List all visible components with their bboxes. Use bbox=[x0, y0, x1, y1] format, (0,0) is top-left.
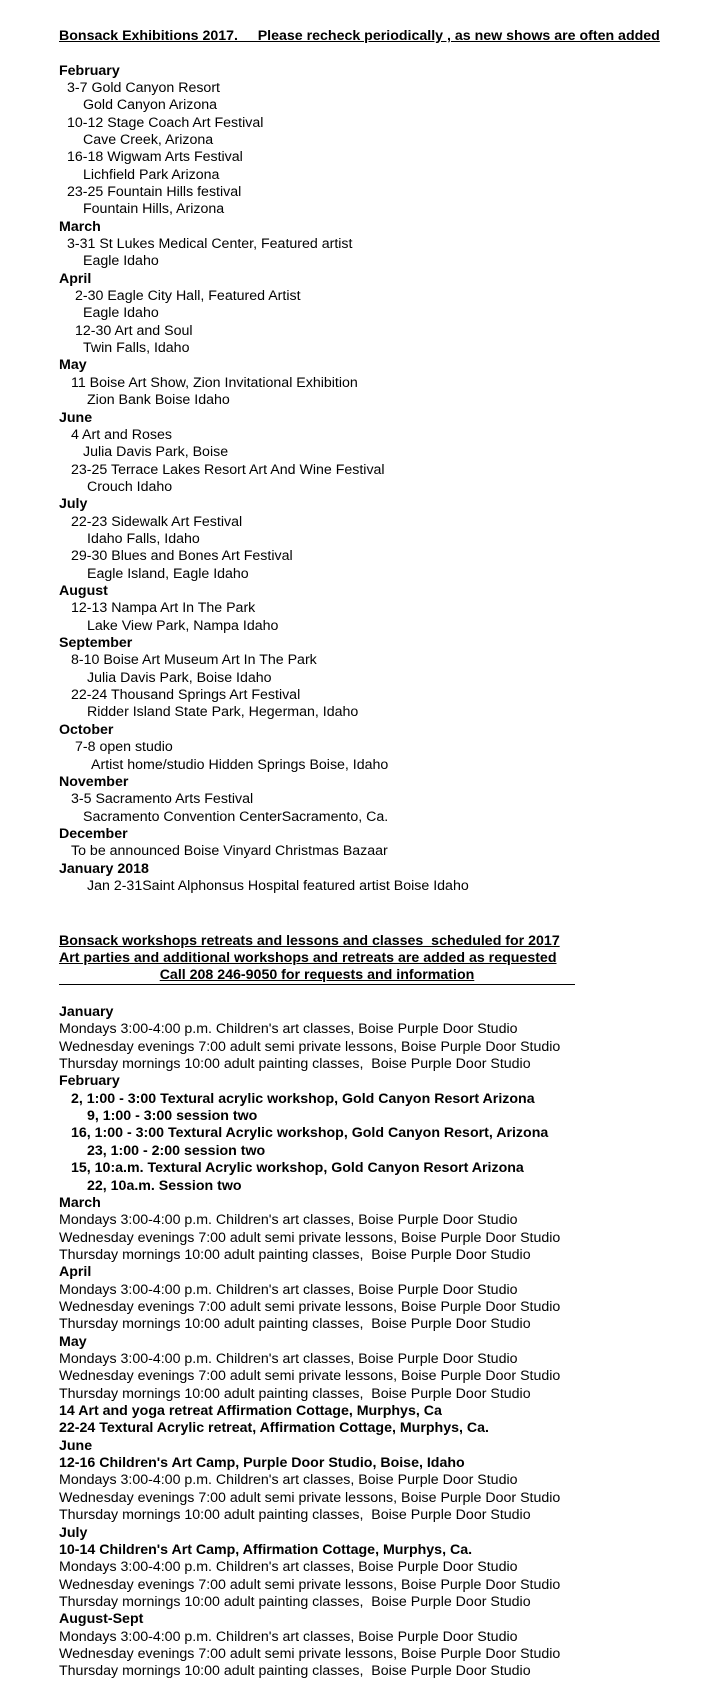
exhibitions-month-heading: December bbox=[59, 825, 128, 842]
exhibitions-entry: Ridder Island State Park, Hegerman, Idaho bbox=[87, 704, 359, 721]
workshops-entry: Mondays 3:00-4:00 p.m. Children's art classes, Boise Purple Door Studio bbox=[59, 1351, 518, 1367]
workshops-heading-3-text: Call 208 246-9050 for requests and information bbox=[159, 966, 475, 983]
workshops-month-heading: February bbox=[59, 1073, 120, 1090]
exhibitions-entry: 22-23 Sidewalk Art Festival bbox=[71, 513, 243, 530]
workshops-entry: 9, 1:00 - 3:00 session two bbox=[87, 1108, 258, 1125]
workshops-month-heading: June bbox=[59, 1437, 93, 1454]
exhibitions-title: Bonsack Exhibitions 2017. Please recheck periodically , as new shows are often added bbox=[59, 28, 660, 45]
exhibitions-entry: Eagle Idaho bbox=[83, 253, 159, 270]
exhibitions-entry: 3-31 St Lukes Medical Center, Featured artist bbox=[67, 236, 353, 252]
workshops-entry: 2, 1:00 - 3:00 Textural acrylic workshop, Gold Canyon Resort Arizona bbox=[71, 1090, 535, 1107]
workshops-month-heading: July bbox=[59, 1524, 88, 1541]
exhibitions-entry: 3-5 Sacramento Arts Festival bbox=[71, 791, 254, 808]
exhibitions-month-heading: August bbox=[59, 583, 108, 599]
workshops-heading-1: Bonsack workshops retreats and lessons and classes scheduled for 2017 bbox=[59, 933, 560, 949]
exhibitions-month-heading: November bbox=[59, 773, 129, 790]
workshops-month-heading: 12-16 Children's Art Camp, Purple Door Studio, Boise, Idaho bbox=[59, 1455, 465, 1472]
exhibitions-entry: 7-8 open studio bbox=[75, 739, 173, 756]
exhibitions-entry: Cave Creek, Arizona bbox=[83, 131, 214, 148]
workshops-entry: 22, 10a.m. Session two bbox=[87, 1177, 242, 1194]
workshops-entry: Thursday mornings 10:00 adult painting classes, Boise Purple Door Studio bbox=[59, 1246, 531, 1263]
workshops-entry: 16, 1:00 - 3:00 Textural Acrylic workshop, Gold Canyon Resort, Arizona bbox=[71, 1125, 549, 1142]
workshops-entry: Mondays 3:00-4:00 p.m. Children's art classes, Boise Purple Door Studio bbox=[59, 1472, 518, 1489]
exhibitions-entry: 12-13 Nampa Art In The Park bbox=[71, 600, 256, 617]
workshops-entry: Thursday mornings 10:00 adult painting classes, Boise Purple Door Studio bbox=[59, 1316, 531, 1333]
workshops-heading-3 bbox=[59, 968, 575, 985]
exhibitions-entry: Eagle Island, Eagle Idaho bbox=[87, 565, 249, 582]
workshops-entry: Wednesday evenings 7:00 adult semi private lessons, Boise Purple Door Studio bbox=[59, 1229, 561, 1246]
exhibitions-entry: Crouch Idaho bbox=[87, 478, 173, 495]
workshops-month-heading: May bbox=[59, 1333, 87, 1350]
exhibitions-month-heading: June bbox=[59, 409, 93, 426]
exhibitions-entry: Zion Bank Boise Idaho bbox=[87, 392, 230, 409]
workshops-month-heading: April bbox=[59, 1264, 92, 1281]
workshops-entry: Mondays 3:00-4:00 p.m. Children's art classes, Boise Purple Door Studio bbox=[59, 1021, 518, 1038]
exhibitions-entry: Eagle Idaho bbox=[83, 305, 159, 322]
workshops-entry: 15, 10:a.m. Textural Acrylic workshop, Gold Canyon Resort Arizona bbox=[71, 1160, 524, 1177]
exhibitions-entry: Gold Canyon Arizona bbox=[83, 97, 218, 114]
exhibitions-entry: Julia Davis Park, Boise bbox=[83, 444, 229, 461]
workshops-entry: Wednesday evenings 7:00 adult semi private lessons, Boise Purple Door Studio bbox=[59, 1298, 561, 1315]
workshops-entry: Wednesday evenings 7:00 adult semi private lessons, Boise Purple Door Studio bbox=[59, 1645, 561, 1662]
exhibitions-entry: Lichfield Park Arizona bbox=[83, 166, 220, 183]
workshops-entry: Thursday mornings 10:00 adult painting classes, Boise Purple Door Studio bbox=[59, 1056, 531, 1073]
workshops-month-heading: August-Sept bbox=[59, 1611, 144, 1628]
workshops-month-heading: 10-14 Children's Art Camp, Affirmation Cottage, Murphys, Ca. bbox=[59, 1541, 473, 1558]
exhibitions-entry: 3-7 Gold Canyon Resort bbox=[67, 79, 220, 96]
workshops-entry: Wednesday evenings 7:00 adult semi private lessons, Boise Purple Door Studio bbox=[59, 1489, 561, 1506]
exhibitions-entry: 12-30 Art and Soul bbox=[75, 322, 193, 339]
workshops-entry: Thursday mornings 10:00 adult painting classes, Boise Purple Door Studio bbox=[59, 1385, 531, 1402]
exhibitions-entry: Idaho Falls, Idaho bbox=[87, 530, 200, 547]
exhibitions-month-heading: March bbox=[59, 218, 101, 235]
exhibitions-month-heading: July bbox=[59, 496, 88, 513]
workshops-month-heading: March bbox=[59, 1194, 101, 1211]
workshops-entry: Wednesday evenings 7:00 adult semi private lessons, Boise Purple Door Studio bbox=[59, 1576, 561, 1593]
exhibitions-month-heading: October bbox=[59, 721, 114, 738]
exhibitions-entry: Fountain Hills, Arizona bbox=[83, 201, 225, 218]
workshops-entry: Thursday mornings 10:00 adult painting classes, Boise Purple Door Studio bbox=[59, 1663, 531, 1680]
workshops-entry: Thursday mornings 10:00 adult painting classes, Boise Purple Door Studio bbox=[59, 1507, 531, 1524]
exhibitions-month-heading: May bbox=[59, 357, 87, 374]
exhibitions-entry: 22-24 Thousand Springs Art Festival bbox=[71, 687, 301, 704]
workshops-entry: Mondays 3:00-4:00 p.m. Children's art classes, Boise Purple Door Studio bbox=[59, 1628, 518, 1645]
exhibitions-entry: 23-25 Fountain Hills festival bbox=[67, 183, 242, 200]
exhibitions-entry: Jan 2-31Saint Alphonsus Hospital featured artist Boise Idaho bbox=[87, 877, 469, 894]
workshops-month-heading: 14 Art and yoga retreat Affirmation Cottage, Murphys, Ca bbox=[59, 1403, 442, 1420]
exhibitions-entry: Artist home/studio Hidden Springs Boise, Idaho bbox=[91, 756, 389, 773]
exhibitions-entry: 11 Boise Art Show, Zion Invitational Exhibition bbox=[71, 374, 358, 391]
exhibitions-entry: 2-30 Eagle City Hall, Featured Artist bbox=[75, 288, 301, 305]
workshops-entry: Wednesday evenings 7:00 adult semi private lessons, Boise Purple Door Studio bbox=[59, 1038, 561, 1055]
workshops-month-heading: 22-24 Textural Acrylic retreat, Affirmation Cottage, Murphys, Ca. bbox=[59, 1420, 489, 1437]
exhibitions-month-heading: January 2018 bbox=[59, 860, 149, 877]
workshops-month-heading: January bbox=[59, 1004, 114, 1020]
exhibitions-entry: Sacramento Convention CenterSacramento, Ca. bbox=[83, 808, 389, 825]
workshops-entry: Mondays 3:00-4:00 p.m. Children's art classes, Boise Purple Door Studio bbox=[59, 1281, 518, 1298]
exhibitions-entry: 8-10 Boise Art Museum Art In The Park bbox=[71, 652, 317, 669]
workshops-entry: Wednesday evenings 7:00 adult semi private lessons, Boise Purple Door Studio bbox=[59, 1368, 561, 1385]
exhibitions-entry: 16-18 Wigwam Arts Festival bbox=[67, 149, 243, 166]
exhibitions-month-heading: February bbox=[59, 62, 120, 79]
exhibitions-entry: 10-12 Stage Coach Art Festival bbox=[67, 114, 264, 131]
exhibitions-entry: 29-30 Blues and Bones Art Festival bbox=[71, 548, 293, 565]
exhibitions-entry: Lake View Park, Nampa Idaho bbox=[87, 617, 279, 634]
exhibitions-entry: To be announced Boise Vinyard Christmas Bazaar bbox=[71, 843, 388, 860]
exhibitions-entry: Twin Falls, Idaho bbox=[83, 340, 190, 357]
exhibitions-entry: 4 Art and Roses bbox=[71, 426, 172, 443]
workshops-entry: Thursday mornings 10:00 adult painting classes, Boise Purple Door Studio bbox=[59, 1593, 531, 1610]
workshops-entry: 23, 1:00 - 2:00 session two bbox=[87, 1142, 266, 1159]
workshops-entry: Mondays 3:00-4:00 p.m. Children's art classes, Boise Purple Door Studio bbox=[59, 1212, 518, 1229]
exhibitions-entry: 23-25 Terrace Lakes Resort Art And Wine Festival bbox=[71, 461, 385, 478]
exhibitions-month-heading: September bbox=[59, 635, 133, 652]
exhibitions-entry: Julia Davis Park, Boise Idaho bbox=[87, 669, 272, 686]
workshops-heading-2: Art parties and additional workshops and retreats are added as requested bbox=[59, 950, 557, 967]
exhibitions-month-heading: April bbox=[59, 270, 92, 287]
workshops-entry: Mondays 3:00-4:00 p.m. Children's art classes, Boise Purple Door Studio bbox=[59, 1559, 518, 1576]
